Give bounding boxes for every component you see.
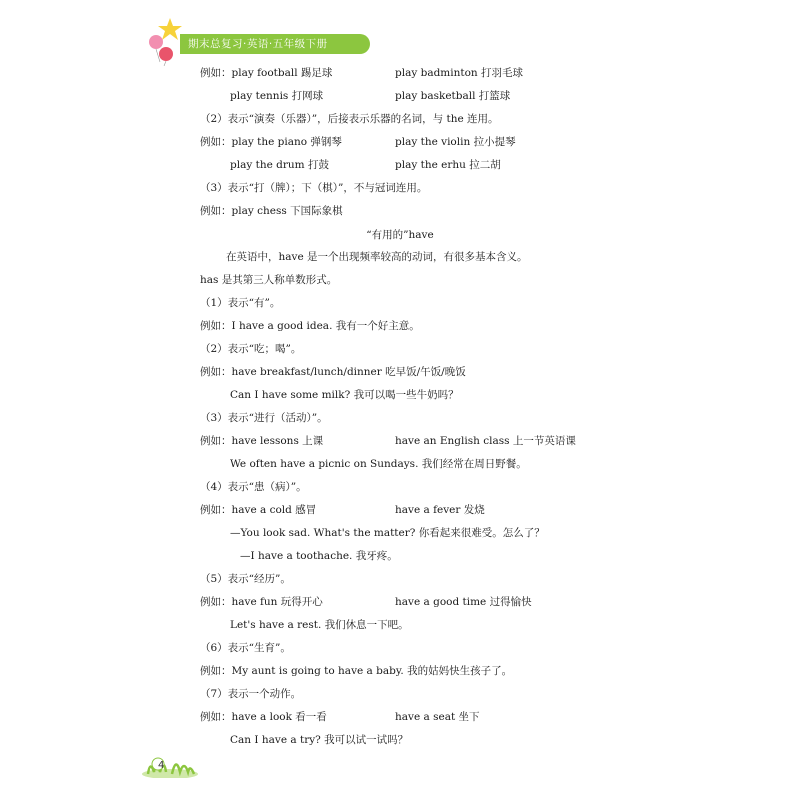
text-line: （3）表示“打（牌）；下（棋）”，不与冠词连用。 (200, 182, 428, 194)
text-line: —I have a toothache. 我牙疼。 (240, 550, 398, 562)
text-line: 例如：I have a good idea. 我有一个好主意。 (200, 320, 420, 332)
text-line: （7）表示一个动作。 (200, 688, 302, 700)
text-line: （6）表示“生育”。 (200, 642, 291, 654)
text-line: （2）表示“吃；喝”。 (200, 343, 302, 355)
text-line: 例如：My aunt is going to have a baby. 我的姑妈快生孩子了。 (200, 665, 513, 677)
text-line: play the drum 打鼓 (230, 159, 329, 171)
text-line: have an English class 上一节英语课 (395, 435, 576, 447)
text-line: have a good time 过得愉快 (395, 596, 532, 608)
text-line: 例如：have a cold 感冒 (200, 504, 317, 516)
header-title: 期末总复习·英语·五年级下册 (188, 38, 328, 50)
text-line: Can I have some milk? 我可以喝一些牛奶吗？ (230, 389, 459, 401)
text-line: （2）表示“演奏（乐器）”，后接表示乐器的名词，与 the 连用。 (200, 113, 499, 125)
grass-icon (140, 742, 200, 778)
text-line: 例如：have a look 看一看 (200, 711, 327, 723)
text-line: Can I have a try? 我可以试一试吗？ (230, 734, 409, 746)
text-line: 例如：have breakfast/lunch/dinner 吃早饭/午饭/晚饭 (200, 366, 466, 378)
text-line: 例如：have fun 玩得开心 (200, 596, 323, 608)
text-line: We often have a picnic on Sundays. 我们经常在周日野餐。 (230, 458, 527, 470)
text-line: 例如：play football 踢足球 (200, 67, 333, 79)
text-line: Let's have a rest. 我们休息一下吧。 (230, 619, 409, 631)
text-line: （1）表示“有”。 (200, 297, 281, 309)
text-line: have a seat 坐下 (395, 711, 480, 723)
text-line: 例如：play the piano 弹钢琴 (200, 136, 342, 148)
text-line: has 是其第三人称单数形式。 (200, 274, 338, 286)
page-number: 4 (158, 760, 165, 771)
text-line: play tennis 打网球 (230, 90, 324, 102)
text-line: 在英语中，have 是一个出现频率较高的动词，有很多基本含义。 (226, 251, 528, 263)
text-line: （5）表示“经历”。 (200, 573, 291, 585)
text-line: 例如：have lessons 上课 (200, 435, 324, 447)
section-title: “有用的”have (366, 229, 434, 241)
text-line: play the erhu 拉二胡 (395, 159, 501, 171)
text-line: have a fever 发烧 (395, 504, 485, 516)
text-line: （3）表示“进行（活动）”。 (200, 412, 328, 424)
text-line: play badminton 打羽毛球 (395, 67, 524, 79)
text-line: play basketball 打篮球 (395, 90, 511, 102)
text-line: —You look sad. What's the matter? 你看起来很难受。怎么了？ (230, 527, 545, 539)
text-line: 例如：play chess 下国际象棋 (200, 205, 343, 217)
text-line: （4）表示“患（病）”。 (200, 481, 307, 493)
text-line: play the violin 拉小提琴 (395, 136, 516, 148)
